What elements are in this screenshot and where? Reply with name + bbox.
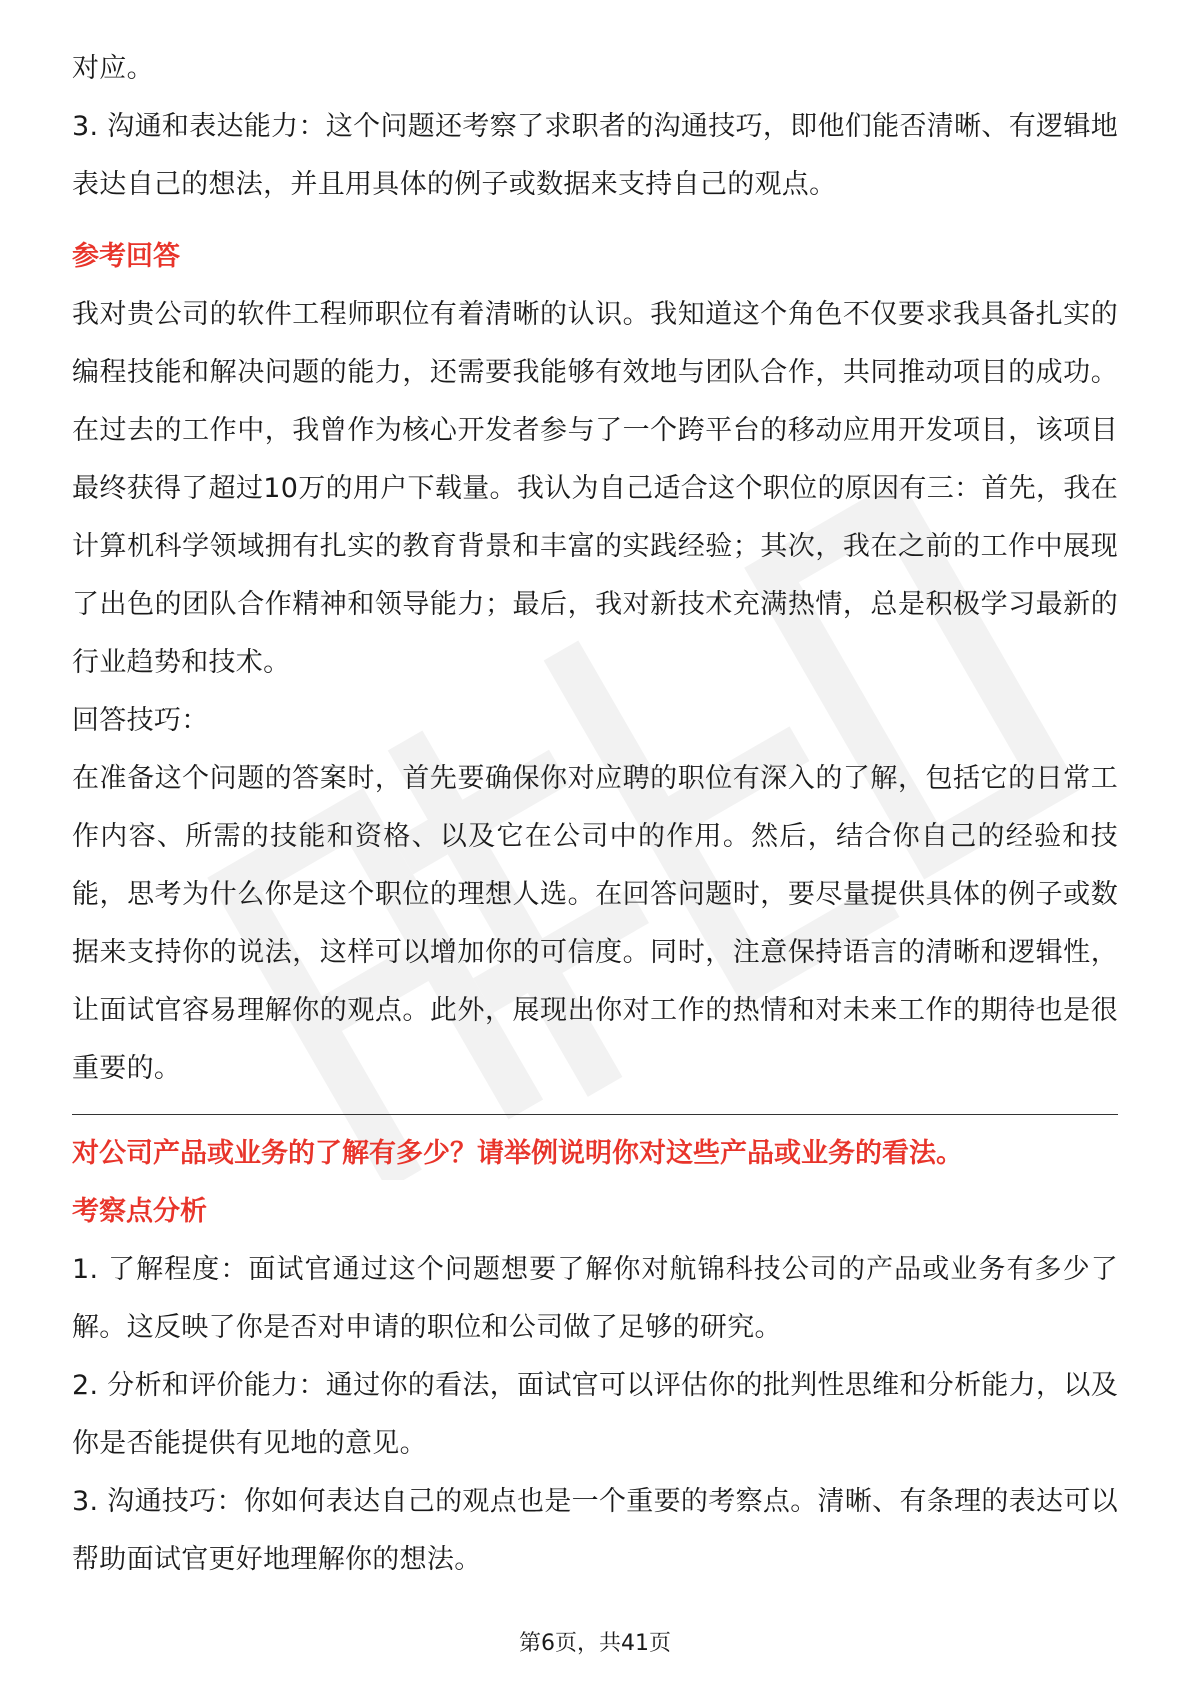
heading-reference-answer: 参考回答 xyxy=(72,241,180,272)
page-number: 第6页，共41页 xyxy=(519,1631,671,1656)
paragraph-intro-tail: 对应。 xyxy=(72,53,154,84)
document-body xyxy=(72,40,1118,1589)
question-title: 对公司产品或业务的了解有多少？请举例说明你对这些产品或业务的看法。 xyxy=(72,1138,963,1169)
analysis-item-2: 2. 分析和评价能力：通过你的看法，面试官可以评估你的批判性思维和分析能力，以及你是否能提供有见地的意见。 xyxy=(72,1370,1118,1459)
analysis-item-3: 3. 沟通技巧：你如何表达自己的观点也是一个重要的考察点。清晰、有条理的表达可以帮助面试官更好地理解你的想法。 xyxy=(72,1486,1118,1575)
paragraph-point-3: 3. 沟通和表达能力：这个问题还考察了求职者的沟通技巧，即他们能否清晰、有逻辑地表达自己的想法，并且用具体的例子或数据来支持自己的观点。 xyxy=(72,111,1118,200)
paragraph-reference-answer: 我对贵公司的软件工程师职位有着清晰的认识。我知道这个角色不仅要求我具备扎实的编程技能和解决问题的能力，还需要我能够有效地与团队合作，共同推动项目的成功。在过去的工作中，我曾作为核心开发者参与了一个跨平台的移动应用开发项目，该项目最终获得了超过10万的用户下载量。我认为自己适合这个职位的原因有三：首先，我在计算机科学领域拥有扎实的教育背景和丰富的实践经验；其次，我在之前的工作中展现了出色的团队合作精神和领导能力；最后，我对新技术充满热情，总是积极学习最新的行业趋势和技术。 xyxy=(72,299,1118,678)
paragraph-answer-tips: 在准备这个问题的答案时，首先要确保你对应聘的职位有深入的了解，包括它的日常工作内容、所需的技能和资格、以及它在公司中的作用。然后，结合你自己的经验和技能，思考为什么你是这个职位的理想人选。在回答问题时，要尽量提供具体的例子或数据来支持你的说法，这样可以增加你的可信度。同时，注意保持语言的清晰和逻辑性，让面试官容易理解你的观点。此外，展现出你对工作的热情和对未来工作的期待也是很重要的。 xyxy=(72,763,1118,1084)
section-divider xyxy=(72,1114,1118,1115)
label-answer-tips: 回答技巧： xyxy=(72,705,209,736)
analysis-item-1: 1. 了解程度：面试官通过这个问题想要了解你对航锦科技公司的产品或业务有多少了解。这反映了你是否对申请的职位和公司做了足够的研究。 xyxy=(72,1254,1118,1343)
heading-analysis: 考察点分析 xyxy=(72,1196,207,1227)
